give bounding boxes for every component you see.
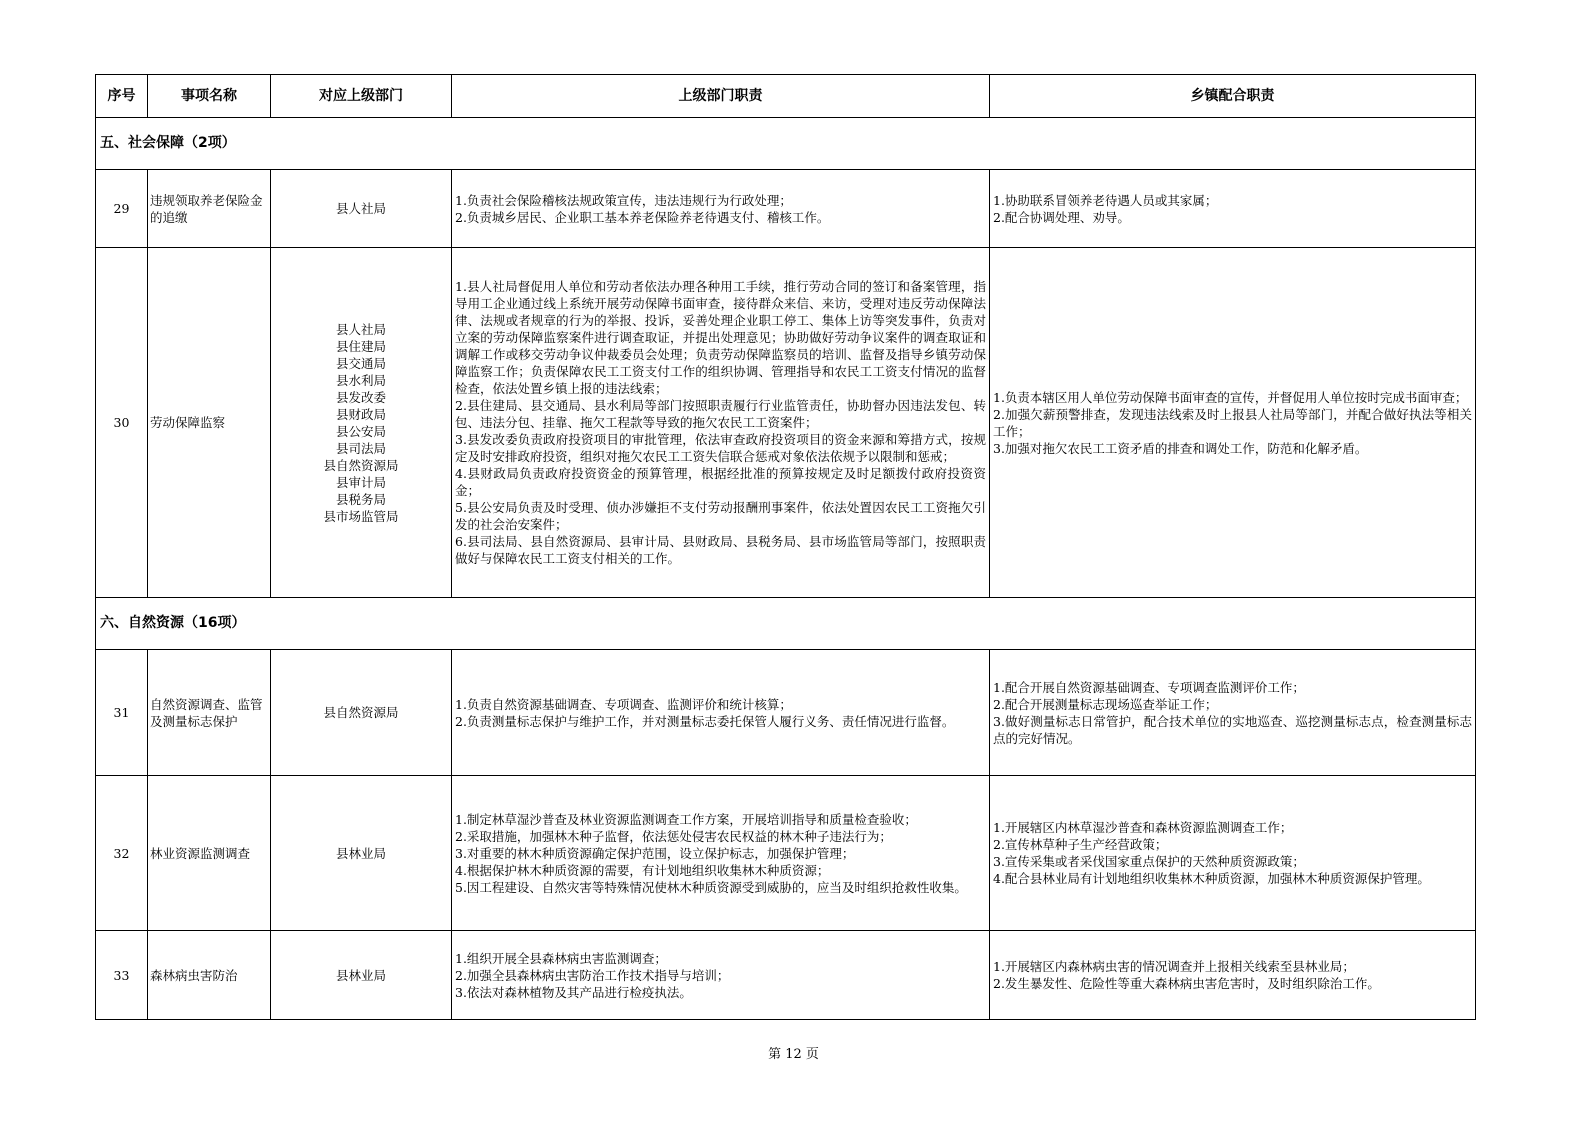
dept-cell — [271, 931, 452, 1020]
town-duty-cell — [990, 248, 1476, 598]
superior-duty-item: 4.县财政局负责政府投资资金的预算管理，根据经批准的预算按规定及时足额拨付政府投资资金； — [455, 466, 986, 498]
table-header-row — [96, 75, 1476, 118]
superior-duty-item: 5.因工程建设、自然灾害等特殊情况使林木种质资源受到威胁的，应当及时组织抢救性收集。 — [455, 879, 967, 895]
superior-duty-item: 3.县发改委负责政府投资项目的审批管理，依法审查政府投资项目的资金来源和筹措方式，按规定及时安排政府投资，组织对拖欠农民工工资失信联合惩戒对象依法依规予以限制和惩戒； — [455, 432, 986, 464]
superior-duty-item: 2.采取措施，加强林木种子监督，依法惩处侵害农民权益的林木种子违法行为； — [455, 828, 892, 844]
table-row — [96, 170, 1476, 248]
town-duty-cell — [990, 170, 1476, 248]
superior-duty-item: 1.制定林草湿沙普查及林业资源监测调查工作方案，开展培训指导和质量检查验收； — [455, 811, 917, 827]
row-number: 31 — [96, 650, 148, 776]
header-town-duty: 乡镇配合职责 — [990, 75, 1476, 118]
table-row — [96, 931, 1476, 1020]
town-duty-item: 1.开展辖区内林草湿沙普查和森林资源监测调查工作； — [993, 820, 1293, 835]
item-name: 林业资源监测调查 — [148, 776, 271, 931]
superior-duty-item: 2.负责测量标志保护与维护工作，并对测量标志委托保管人履行义务、责任情况进行监督。 — [455, 713, 955, 729]
superior-duty-item: 1.负责社会保险稽核法规政策宣传，违法违规行为行政处理； — [455, 192, 792, 208]
dept-cell — [271, 650, 452, 776]
row-number: 33 — [96, 931, 148, 1020]
town-duty-item: 1.开展辖区内森林病虫害的情况调查并上报相关线索至县林业局； — [993, 959, 1355, 974]
dept-name: 县水利局 — [335, 372, 386, 388]
dept-name: 县人社局 — [335, 321, 386, 337]
section-row — [96, 118, 1476, 170]
section-title: 六、自然资源（16项） — [96, 598, 1476, 650]
dept-name: 县审计局 — [335, 474, 386, 490]
town-duty-item: 3.做好测量标志日常管护，配合技术单位的实地巡查、巡挖测量标志点，检查测量标志点的完好情况。 — [993, 713, 1472, 746]
item-name: 自然资源调查、监管及测量标志保护 — [148, 650, 271, 776]
table-row — [96, 650, 1476, 776]
superior-duty-item: 3.依法对森林植物及其产品进行检疫执法。 — [455, 984, 692, 1000]
dept-name: 县人社局 — [335, 201, 386, 216]
superior-duty-item: 3.对重要的林木种质资源确定保护范围，设立保护标志，加强保护管理； — [455, 845, 855, 861]
dept-name: 县自然资源局 — [323, 457, 399, 473]
dept-cell — [271, 248, 452, 598]
superior-duty-item: 5.县公安局负责及时受理、侦办涉嫌拒不支付劳动报酬刑事案件，依法处置因农民工工资拖欠引发的社会治安案件； — [455, 500, 986, 532]
item-name: 森林病虫害防治 — [148, 931, 271, 1020]
table-body — [96, 118, 1476, 1020]
dept-cell — [271, 170, 452, 248]
table-row — [96, 776, 1476, 931]
town-duty-item: 4.配合县林业局有计划地组织收集林木种质资源，加强林木种质资源保护管理。 — [993, 871, 1430, 886]
dept-name: 县发改委 — [335, 389, 386, 405]
row-number: 29 — [96, 170, 148, 248]
header-name: 事项名称 — [148, 75, 271, 118]
superior-duty-item: 4.根据保护林木种质资源的需要，有计划地组织收集林木种质资源； — [455, 862, 830, 878]
town-duty-item: 2.加强欠薪预警排查，发现违法线索及时上报县人社局等部门，并配合做好执法等相关工作； — [993, 406, 1472, 439]
town-duty-item: 2.配合开展测量标志现场巡查举证工作； — [993, 696, 1218, 712]
superior-duty-cell — [452, 170, 990, 248]
header-no: 序号 — [96, 75, 148, 118]
page-number: 第 12 页 — [768, 1047, 819, 1062]
dept-name: 县自然资源局 — [323, 705, 399, 720]
superior-duty-item: 2.县住建局、县交通局、县水利局等部门按照职责履行行业监管责任，协助督办因违法发包、转包、违法分包、挂靠、拖欠工程款等导致的拖欠农民工工资案件； — [455, 398, 986, 430]
town-duty-item: 2.配合协调处理、劝导。 — [993, 209, 1130, 225]
header-dept: 对应上级部门 — [271, 75, 452, 118]
superior-duty-cell — [452, 931, 990, 1020]
dept-name: 县交通局 — [335, 355, 386, 371]
dept-name: 县林业局 — [335, 967, 386, 983]
section-title: 五、社会保障（2项） — [96, 118, 1476, 170]
dept-name: 县公安局 — [335, 423, 386, 439]
dept-name: 县住建局 — [335, 338, 386, 354]
dept-cell — [271, 776, 452, 931]
dept-name: 县司法局 — [335, 440, 386, 456]
town-duty-item: 3.加强对拖欠农民工工资矛盾的排查和调处工作，防范和化解矛盾。 — [993, 440, 1368, 456]
superior-duty-cell — [452, 776, 990, 931]
row-number: 30 — [96, 248, 148, 598]
dept-name: 县林业局 — [335, 845, 386, 861]
dept-name: 县市场监管局 — [323, 508, 399, 524]
town-duty-item: 3.宣传采集或者采伐国家重点保护的天然种质资源政策； — [993, 854, 1305, 869]
superior-duty-item: 1.负责自然资源基础调查、专项调查、监测评价和统计核算； — [455, 696, 792, 712]
header-superior-duty: 上级部门职责 — [452, 75, 990, 118]
superior-duty-cell — [452, 248, 990, 598]
town-duty-cell — [990, 776, 1476, 931]
town-duty-item: 2.发生暴发性、危险性等重大森林病虫害危害时，及时组织除治工作。 — [993, 976, 1380, 991]
superior-duty-item: 6.县司法局、县自然资源局、县审计局、县财政局、县税务局、县市场监管局等部门，按照职责做好与保障农民工工资支付相关的工作。 — [455, 534, 986, 566]
town-duty-item: 1.配合开展自然资源基础调查、专项调查监测评价工作； — [993, 679, 1305, 695]
town-duty-item: 2.宣传林草种子生产经营政策； — [993, 837, 1168, 852]
superior-duty-item: 1.组织开展全县森林病虫害监测调查； — [455, 950, 667, 966]
town-duty-cell — [990, 650, 1476, 776]
section-row — [96, 598, 1476, 650]
item-name: 劳动保障监察 — [148, 248, 271, 598]
superior-duty-item: 2.加强全县森林病虫害防治工作技术指导与培训； — [455, 967, 730, 983]
superior-duty-cell — [452, 650, 990, 776]
table-row — [96, 248, 1476, 598]
dept-name: 县税务局 — [335, 491, 386, 507]
town-duty-item: 1.负责本辖区用人单位劳动保障书面审查的宣传，并督促用人单位按时完成书面审查； — [993, 389, 1468, 405]
town-duty-item: 1.协助联系冒领养老待遇人员或其家属； — [993, 192, 1218, 208]
town-duty-cell — [990, 931, 1476, 1020]
item-name: 违规领取养老保险金的追缴 — [148, 170, 271, 248]
superior-duty-item: 1.县人社局督促用人单位和劳动者依法办理各种用工手续，推行劳动合同的签订和备案管理，指导用工企业通过线上系统开展劳动保障书面审查，接待群众来信、来访，受理对违反劳动保障法律、法规或者规章的行为的举报、投诉，妥善处理企业职工停工、集体上访等突发事件，负责对立案的劳动保障监察案件进行调查取证，并提出处理意见；协助做好劳动争议案件的调查取证和调解工作或移交劳动争议仲裁委员会处理；负责劳动保障监察员的培训、监督及指导乡镇劳动保障监察工作；负责保障农民工工资支付工作的组织协调、管理指导和农民工工资支付情况的监督检查，依法处置乡镇上报的违法线索； — [455, 279, 986, 396]
superior-duty-item: 2.负责城乡居民、企业职工基本养老保险养老待遇支付、稽核工作。 — [455, 209, 830, 225]
row-number: 32 — [96, 776, 148, 931]
dept-name: 县财政局 — [335, 406, 386, 422]
duty-table — [95, 74, 1476, 1020]
